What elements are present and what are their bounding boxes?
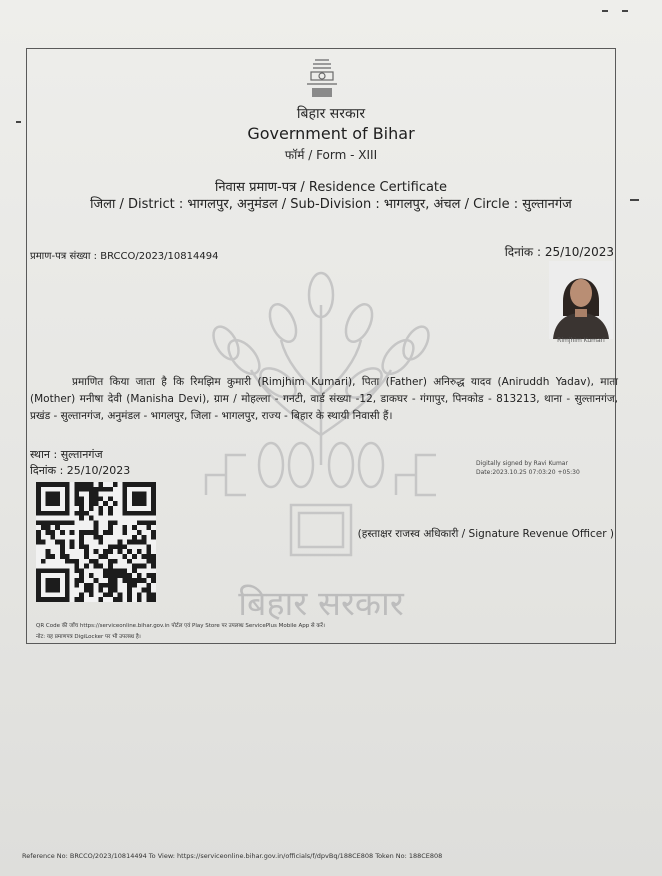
photo-caption: Rimjhim Kumari xyxy=(557,337,605,344)
place-date-line: दिनांक : 25/10/2023 xyxy=(30,464,131,477)
qr-code-icon xyxy=(36,482,156,602)
bihar-emblem-watermark-icon xyxy=(196,265,446,630)
digital-signature-name: Digitally signed by Ravi Kumar xyxy=(476,460,568,467)
ashoka-emblem-icon xyxy=(299,54,345,100)
district-line: जिला / District : भागलपुर, अनुमंडल / Sub-Division : भागलपुर, अंचल / Circle : सुल्तानगंज xyxy=(90,197,572,212)
pen-mark xyxy=(602,10,608,12)
qr-verification-note: QR Code की जाँच https://serviceonline.bihar.gov.in पोर्टल एवं Play Store पर उपलब्ध ServicePlus Mobile App से करें। xyxy=(36,623,325,629)
header-hindi-title: बिहार सरकार xyxy=(296,106,366,122)
certificate-number: प्रमाण-पत्र संख्या : BRCCO/2023/10814494 xyxy=(30,251,219,262)
digilocker-note: नोट: यह प्रमाणपत्र DigiLocker पर भी उपलब्ध है। xyxy=(36,634,141,640)
header-form-number: फॉर्म / Form - XIII xyxy=(284,148,378,162)
pen-mark xyxy=(622,10,628,12)
certificate-title: निवास प्रमाण-पत्र / Residence Certificate xyxy=(214,180,448,195)
signature-officer: (हस्ताक्षर राजस्व अधिकारी / Signature Revenue Officer ) xyxy=(357,528,614,540)
issue-date: दिनांक : 25/10/2023 xyxy=(504,245,614,259)
watermark-text: बिहार सरकार xyxy=(238,584,404,624)
applicant-photo xyxy=(549,261,613,339)
footer-reference: Reference No: BRCCO/2023/10814494 To View: https://serviceonline.bihar.gov.in/officials/f/dpvBq/188CE808 Token No: 188CE808 xyxy=(22,852,443,860)
place-line: स्थान : सुल्तानगंज xyxy=(30,448,103,461)
digital-signature-date: Date:2023.10.25 07:03:20 +05:30 xyxy=(476,469,580,476)
header-government: Government of Bihar xyxy=(247,124,415,143)
certificate-body: प्रमाणित किया जाता है कि रिमझिम कुमारी (Rimjhim Kumari), पिता (Father) अनिरुद्ध यादव (Aniruddh Yadav), माता (Mother) मनीषा देवी (Manisha Devi), ग्राम / मोहल्ला - गनटी, वार्ड संख्या -12, डाकघर - गंगापुर, पिनकोड - 813213, थाना - सुल्तानगंज, प्रखंड - सुल्तानगंज, अनुमंडल - भागलपुर, जिला - भागलपुर, राज्य - बिहार के स्थायी निवासी हैं। xyxy=(30,376,618,422)
